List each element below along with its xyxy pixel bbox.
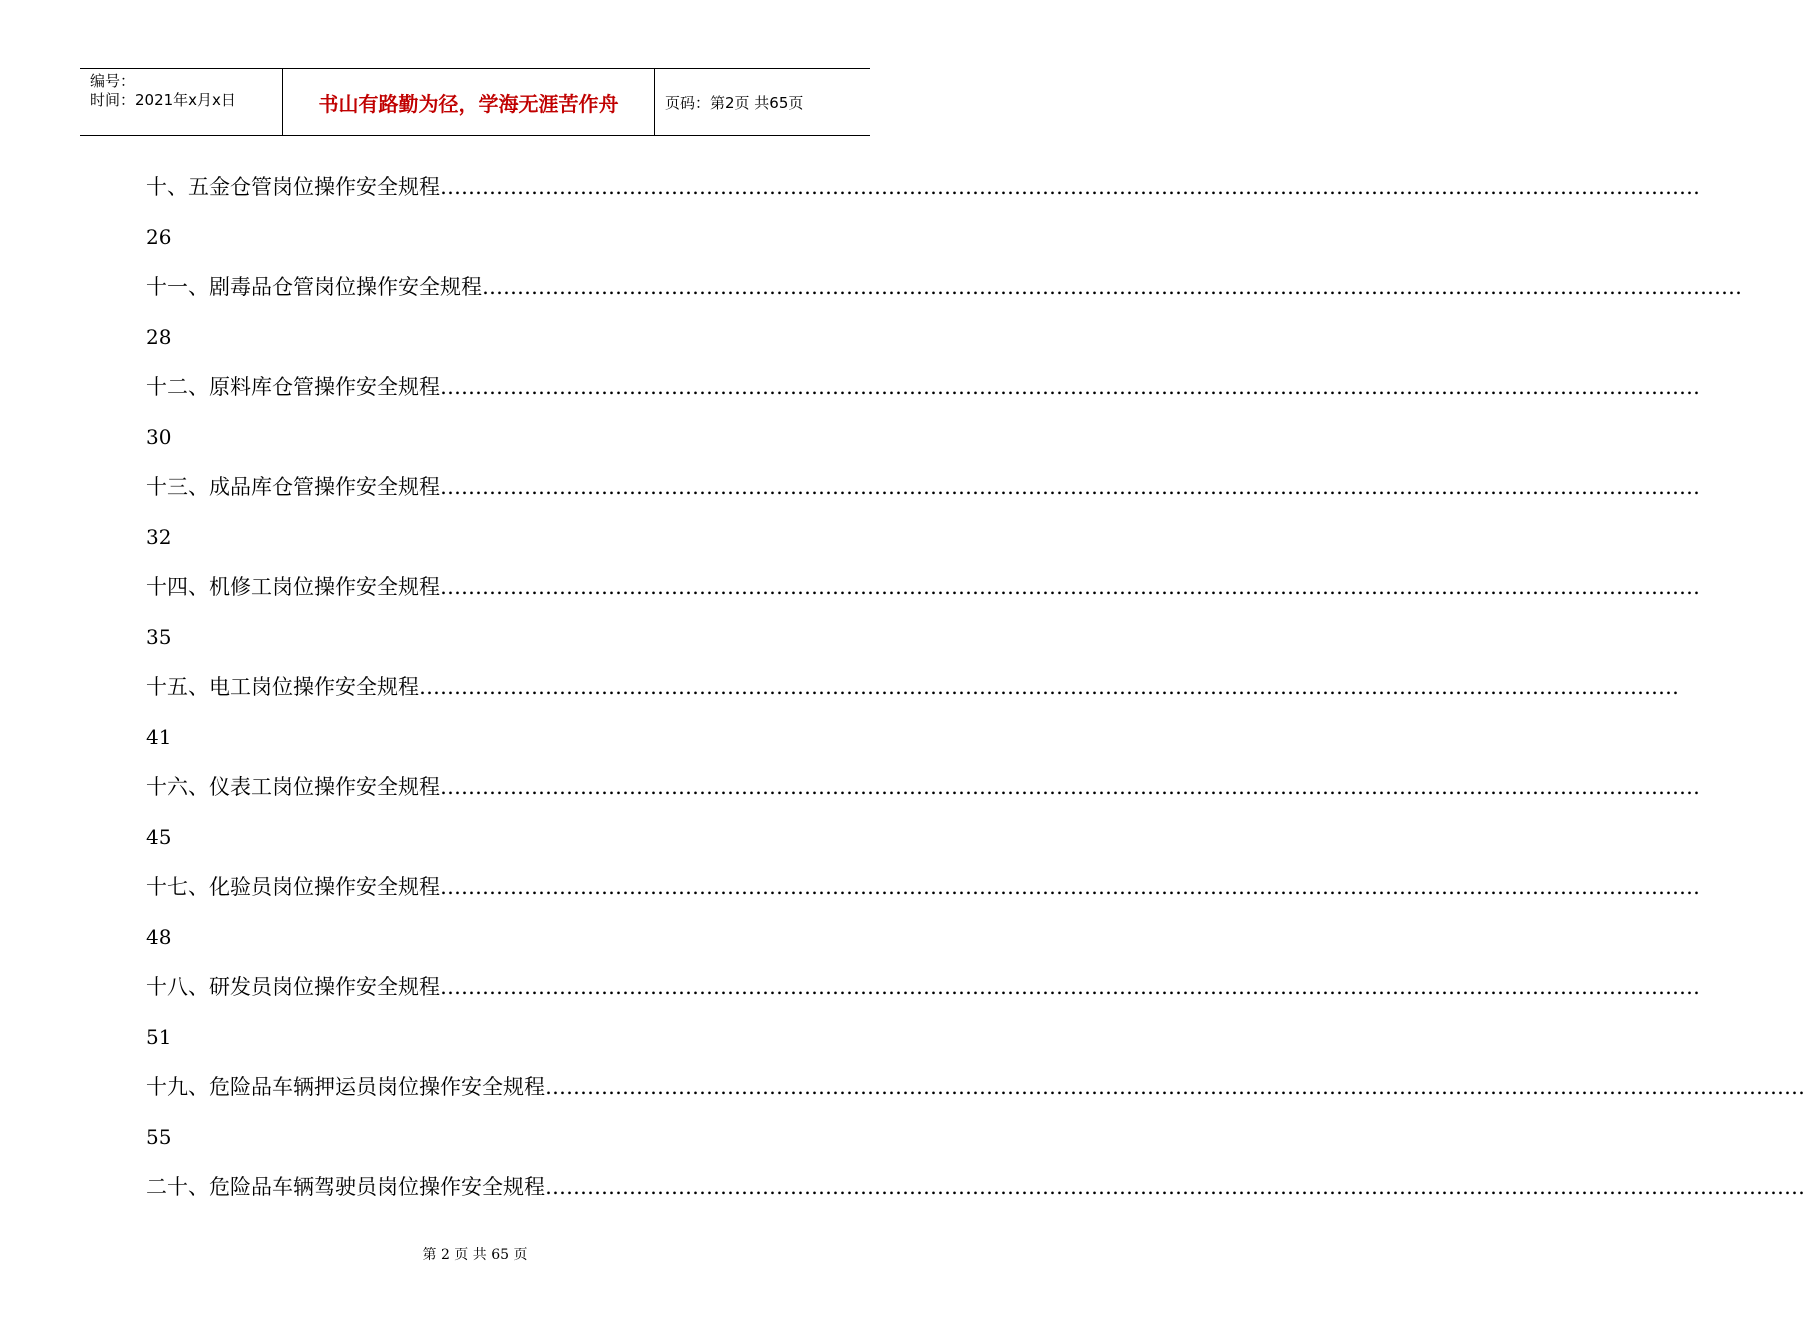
toc-leader-dots: ……………………………………………………………………………………………………………………………………………………………… bbox=[440, 875, 1700, 899]
toc-entry-page-number: 35 bbox=[146, 625, 172, 649]
toc-entry-title: 十九、危险品车辆押运员岗位操作安全规程 bbox=[146, 1075, 545, 1099]
toc-entry[interactable] bbox=[146, 562, 1700, 662]
toc-entry[interactable] bbox=[146, 462, 1700, 562]
toc-entry-row bbox=[146, 162, 1700, 212]
footer-page-number: 第 2 页 共 65 页 bbox=[422, 1247, 528, 1263]
toc-entry-title: 十七、化验员岗位操作安全规程 bbox=[146, 875, 440, 899]
toc-entry-title: 十四、机修工岗位操作安全规程 bbox=[146, 575, 440, 599]
toc-leader-dots: ……………………………………………………………………………………………………………………………………………………………… bbox=[440, 175, 1700, 199]
toc-entry[interactable] bbox=[146, 1062, 1805, 1162]
toc-entry[interactable] bbox=[146, 762, 1700, 862]
toc-entry-page-number: 30 bbox=[146, 425, 172, 449]
toc-entry-page-number: 51 bbox=[146, 1025, 172, 1049]
toc-leader-dots: ……………………………………………………………………………………………………………………………………………………………… bbox=[482, 275, 1742, 299]
toc-entry-page-number: 48 bbox=[146, 925, 172, 949]
toc-entry-row bbox=[146, 862, 1700, 912]
toc-leader-dots: ……………………………………………………………………………………………………………………………………………………………… bbox=[419, 675, 1679, 699]
toc-entry-row bbox=[146, 262, 1742, 312]
toc-entry-page-number: 32 bbox=[146, 525, 172, 549]
toc-entry-row bbox=[146, 562, 1700, 612]
toc-entry-title: 十八、研发员岗位操作安全规程 bbox=[146, 975, 440, 999]
toc-entry-title: 十三、成品库仓管操作安全规程 bbox=[146, 475, 440, 499]
page-info-text: 页码：第2页 共65页 bbox=[665, 93, 804, 112]
toc-entry-title: 十二、原料库仓管操作安全规程 bbox=[146, 375, 440, 399]
header-motto bbox=[282, 69, 655, 135]
toc-entry[interactable] bbox=[146, 162, 1700, 262]
toc-entry-row bbox=[146, 362, 1700, 412]
motto-text: 书山有路勤为径，学海无涯苦作舟 bbox=[318, 91, 619, 116]
toc-entry[interactable] bbox=[146, 962, 1700, 1062]
toc-entry-page-number: 41 bbox=[146, 725, 172, 749]
page-header bbox=[80, 68, 870, 136]
page-footer bbox=[0, 1244, 950, 1264]
toc-leader-dots: ……………………………………………………………………………………………………………………………………………………………… bbox=[440, 775, 1700, 799]
toc-entry[interactable] bbox=[146, 1162, 1805, 1212]
toc-entry-title: 十六、仪表工岗位操作安全规程 bbox=[146, 775, 440, 799]
toc-entry-row bbox=[146, 462, 1700, 512]
toc-entry[interactable] bbox=[146, 862, 1700, 962]
header-meta bbox=[80, 69, 282, 135]
table-of-contents bbox=[146, 162, 1805, 1212]
toc-leader-dots: ……………………………………………………………………………………………………………………………………………………………… bbox=[440, 375, 1700, 399]
toc-entry-title: 二十、危险品车辆驾驶员岗位操作安全规程 bbox=[146, 1175, 545, 1199]
toc-leader-dots: ……………………………………………………………………………………………………………………………………………………………… bbox=[440, 475, 1700, 499]
toc-leader-dots: ……………………………………………………………………………………………………………………………………………………………… bbox=[440, 975, 1700, 999]
toc-entry[interactable] bbox=[146, 662, 1679, 762]
toc-entry[interactable] bbox=[146, 262, 1742, 362]
toc-entry-page-number: 45 bbox=[146, 825, 172, 849]
header-page-info bbox=[655, 69, 870, 135]
toc-entry-title: 十五、电工岗位操作安全规程 bbox=[146, 675, 419, 699]
toc-entry[interactable] bbox=[146, 362, 1700, 462]
toc-entry-page-number: 28 bbox=[146, 325, 172, 349]
toc-leader-dots: ……………………………………………………………………………………………………………………………………………………………… bbox=[545, 1075, 1805, 1099]
toc-entry-row bbox=[146, 1062, 1805, 1112]
toc-entry-row bbox=[146, 962, 1700, 1012]
toc-leader-dots: ……………………………………………………………………………………………………………………………………………………………… bbox=[440, 575, 1700, 599]
toc-entry-title: 十一、剧毒品仓管岗位操作安全规程 bbox=[146, 275, 482, 299]
toc-entry-page-number: 55 bbox=[146, 1125, 172, 1149]
toc-entry-row bbox=[146, 1162, 1805, 1212]
document-date: 时间：2021年x月x日 bbox=[90, 91, 236, 109]
toc-leader-dots: ……………………………………………………………………………………………………………………………………………………………… bbox=[545, 1175, 1805, 1199]
document-number-label: 编号： bbox=[90, 72, 136, 90]
toc-entry-page-number: 26 bbox=[146, 225, 172, 249]
toc-entry-title: 十、五金仓管岗位操作安全规程 bbox=[146, 175, 440, 199]
toc-entry-row bbox=[146, 662, 1679, 712]
toc-entry-row bbox=[146, 762, 1700, 812]
